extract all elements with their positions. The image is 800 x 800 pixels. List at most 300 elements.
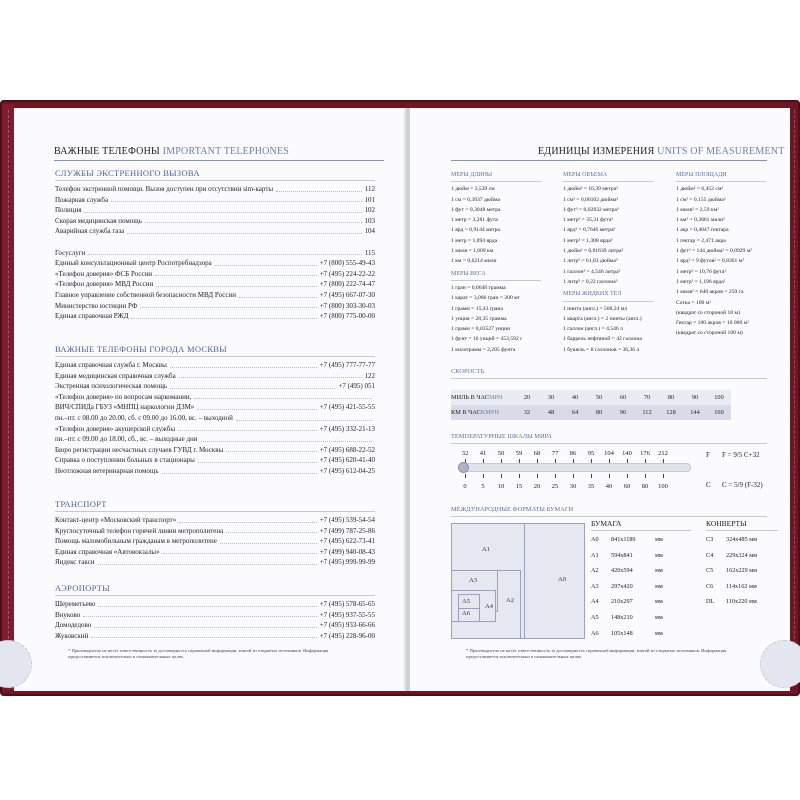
speed-label: МИЛЬ В ЧАС [451,394,489,401]
dot-leader [236,413,372,421]
paper-header: БУМАГА [591,518,691,531]
phone-row [55,216,375,227]
paper-size-row [591,594,691,610]
fahrenheit-formula: F = 9/5 C+32 [722,451,760,459]
phones-section-emergency [55,168,375,322]
page-corner-decoration [760,640,800,688]
celsius-value: 30 [569,483,577,490]
speed-value: 128 [666,409,676,416]
liquid-conversion: 1 кварта (англ.) = 2 пинты (англ.) [563,315,642,322]
scale-tick [573,474,574,478]
envelope-size-row [706,548,778,564]
length-conversion: 1 миля = 1,609 км [451,248,494,255]
volume-conversion: 1 литр³ = 61,03 дюйма³ [563,258,618,265]
dot-leader [98,599,316,607]
phone-row [55,455,375,466]
phone-row [55,371,375,382]
service-name: пн.–пт. с 08.00 до 20.00, сб. с 09.00 до 16.00, вс. – выходной [55,413,233,422]
volume-conversion: 1 дюйм³ = 0,01639 литра³ [563,248,624,255]
paper-name: A4 [591,598,599,606]
paper-dimensions: 594x841 [611,551,633,559]
phone-number: +7 (495) 332-21-13 [319,424,375,433]
paper-sizes-table [591,518,691,641]
length-conversion: 1 дюйм = 2,539 см [451,186,495,193]
length-conversion: 1 фут = 0,3048 метра [451,206,501,213]
service-name: Скорая медицинская помощь [55,216,142,225]
phone-row [55,248,375,259]
area-conversion: (квадрат со стороной 10 м) [676,309,740,316]
celsius-formula: C = 5/9 (F-32) [722,481,763,489]
scale-tick [519,474,520,478]
phone-row [55,402,375,413]
speed-value: 70 [643,394,651,401]
paper-label: A6 [462,610,470,617]
celsius-value: 10 [497,483,505,490]
paper-rule [451,516,767,517]
phone-number: +7 (800) 775-00-00 [319,312,375,321]
dot-leader [140,301,316,309]
speed-value: 20 [523,394,531,401]
speed-value: 144 [690,409,700,416]
dot-leader [84,205,361,213]
phones-section-moscow [55,344,375,477]
speed-value: 60 [619,394,627,401]
fahrenheit-label: F [706,451,710,459]
envelope-header: КОНВЕРТЫ [706,518,778,531]
envelope-size-row [706,579,778,595]
service-name: «Телефон доверия» по вопросам наркомании, [55,392,192,401]
paper-size-row [591,532,691,548]
scale-tick [465,474,466,478]
celsius-value: 100 [658,483,668,490]
dot-leader [276,184,362,192]
envelope-name: C6 [706,582,714,590]
service-name: Круглосуточный телефон горячей линии метрополитена [55,526,224,535]
speed-value: 32 [523,409,531,416]
envelope-name: C3 [706,536,714,543]
phone-number: +7 (800) 222-74-47 [319,280,375,289]
length-column [451,170,541,355]
scale-tick [537,474,538,478]
weight-title: МЕРЫ ВЕСА [451,269,541,281]
speed-value: 112 [642,409,652,416]
phone-row [55,557,375,568]
speed-row-label [451,405,515,420]
speed-value: 30 [547,394,555,401]
section-title: ТРАНСПОРТ [55,499,375,512]
service-name: Яндекс такси [55,558,95,567]
speed-title: СКОРОСТЬ [451,368,485,375]
service-name: Единая справочная «Автовокзалы» [55,547,160,556]
volume-column [563,170,653,355]
fahrenheit-value: 212 [658,450,668,457]
service-name: Аварийная служба газа [55,227,125,236]
service-name: Неотложная ветеринарная помощь [55,466,159,475]
header-rule [54,160,384,161]
length-list [451,184,541,266]
paper-name: A0 [591,536,599,543]
dot-leader [198,455,317,463]
service-name: Контакт-центр «Московский транспорт» [55,516,177,524]
liquid-conversion: 1 баррель нефтяной = 42 галлона [563,336,642,343]
header-en: UNITS OF MEASUREMENT [657,146,785,157]
phone-row [55,424,375,435]
scale-tick [627,474,628,478]
weight-conversion: 1 карат = 3,086 гран = 200 мг [451,295,520,302]
envelope-size-row [706,563,778,579]
speed-value: 100 [714,394,724,401]
phone-row [55,547,375,558]
speed-value: 80 [667,394,675,401]
service-name: «Телефон доверия» ФСБ России [55,269,153,278]
paper-name: A5 [591,613,599,621]
paper-label: A5 [462,598,470,605]
area-conversion: 1 см² = 0,155 дюйма² [676,196,726,203]
dot-leader [98,557,317,565]
phone-row [55,392,375,403]
fahrenheit-value: 32 [461,450,469,457]
length-conversion: 1 метр = 3,281 фута [451,217,498,224]
phone-number: 112 [364,185,375,193]
left-footnote: * Производитель не несет ответственность за достоверность справочной информации, взятой из открытых источников. Информация предоставляется исключительно в ознакомительных целях. [68,648,329,659]
phone-row [55,226,375,237]
phone-row [55,445,375,456]
volume-conversion: 1 метр³ = 1,308 ярда³ [563,237,613,244]
phone-row [55,526,375,537]
service-name: Телефон экстренной помощи. Вызов доступен при отсутствии sim-карты [55,185,274,193]
envelope-name: C4 [706,551,714,559]
paper-size-row [591,548,691,564]
paper-dimensions: 420x594 [611,567,633,575]
phone-number: 102 [364,206,375,215]
header-rule [451,160,767,161]
paper-a6 [458,608,480,622]
dot-leader [83,610,317,618]
temperature-rule [451,443,767,444]
dot-leader [127,226,361,234]
service-name: Госуслуги [55,248,86,257]
phone-number: 122 [364,371,375,380]
paper-label: A0 [558,576,566,583]
phone-number: +7 (495) 228-96-00 [319,631,375,640]
phone-row [55,413,375,424]
dot-leader [111,195,361,203]
speed-value: 160 [714,409,724,416]
dot-leader [156,279,316,287]
fahrenheit-value: 77 [551,450,559,457]
service-name: Полиция [55,206,82,215]
paper-size-row [591,610,691,626]
phone-number: +7 (495) 612-04-25 [319,466,375,475]
weight-conversion: 1 гран = 0,0648 грамма [451,284,506,291]
envelope-dimensions: 114x162 мм [726,582,757,590]
phone-row [55,311,375,322]
phone-number: +7 (800) 555-49-43 [319,259,375,268]
phone-number: +7 (495) 937-55-55 [319,610,375,619]
dot-leader [163,547,317,555]
phone-row [55,434,375,445]
service-name: Единая медицинская справочная служба [55,371,176,380]
volume-title: МЕРЫ ОБЪЕМА [563,170,653,182]
phones-section-transport [55,499,375,568]
dot-leader [197,402,316,410]
paper-name: A6 [591,629,599,637]
volume-conversion: 1 метр³ = 35,31 фута³ [563,217,614,224]
speed-value: 64 [571,409,579,416]
celsius-value: 60 [623,483,631,490]
dot-leader [201,434,372,442]
paper-size-row [591,626,691,642]
phone-row [55,237,375,248]
scale-tick [555,474,556,478]
phone-number: +7 (495) 620-41-40 [319,456,375,465]
phone-number: +7 (495) 688-22-52 [319,445,375,454]
header-ru: ВАЖНЫЕ ТЕЛЕФОНЫ [54,146,160,157]
phone-number: +7 (499) 787-25-86 [319,526,375,535]
volume-conversion: 1 см³ = 0,06102 дюйма³ [563,196,619,203]
phone-row [55,466,375,477]
phone-number: +7 (495) 667-07-30 [319,290,375,299]
service-name: Домодедово [55,621,92,630]
dot-leader [215,258,317,266]
speed-row-label [451,390,515,405]
celsius-value: 5 [481,483,485,490]
area-conversion: 1 метр² = 1,196 ярда² [676,278,726,285]
fahrenheit-value: 59 [515,450,523,457]
dot-leader [88,248,361,256]
right-page-header [538,146,785,157]
phone-row [55,620,375,631]
weight-conversion: 1 грамм = 0,03527 унции [451,326,511,333]
phone-number: +7 (495) 051 [338,382,375,391]
dot-leader [131,311,316,319]
fahrenheit-value: 50 [497,450,505,457]
speed-value: 48 [547,409,555,416]
phone-row [55,269,375,280]
service-name: Министерство юстиции РФ [55,301,138,310]
phone-row [55,631,375,642]
area-column [676,170,766,339]
phone-number: +7 (495) 224-22-22 [319,269,375,278]
phone-number: 103 [364,216,375,225]
paper-unit: мм [655,629,663,637]
length-conversion: 1 см = 0,3937 дюйма [451,196,500,203]
speed-value: 80 [595,409,603,416]
weight-conversion: 1 грамм = 15,43 грана [451,305,503,312]
paper-size-row [591,579,691,595]
paper-unit: мм [655,613,663,621]
header-en: IMPORTANT TELEPHONES [162,146,290,157]
area-conversion: Гектар = 100 акров = 10 000 м² [676,320,749,327]
dot-leader [155,269,317,277]
envelope-name: C5 [706,567,714,575]
phone-number: +7 (499) 940-08-43 [319,547,375,556]
speed-label: КМ В ЧАС [451,409,481,416]
dot-leader [194,392,372,400]
dot-leader [170,360,317,368]
phone-row [55,536,375,547]
speed-value: 90 [691,394,699,401]
envelope-size-row [706,594,778,610]
scale-tick [645,474,646,478]
area-conversion: 1 миля² = 640 акров = 259 га [676,289,744,296]
area-conversion: 1 дюйм² = 6,452 см² [676,186,724,193]
service-name: «Телефон доверия» акушерской службы [55,424,176,433]
dot-leader [239,290,317,298]
paper-dimensions: 210x297 [611,598,633,606]
celsius-label: C [706,481,711,489]
temperature-title: ТЕМПЕРАТУРНЫЕ ШКАЛЫ МИРА [451,433,552,440]
fahrenheit-value: 104 [604,450,614,457]
dot-leader [179,515,317,523]
service-name: Внуково [55,610,81,619]
service-name: Единая справочная РЖД [55,312,129,321]
area-conversion: 1 гектар = 2,471 акра [676,237,726,244]
service-name: Главное управление собственной безопасности МВД России [55,290,237,299]
phone-number: +7 (495) 578-65-65 [319,600,375,608]
stitching-left [8,110,9,684]
paper-dimensions: 841x1189 [611,536,636,543]
phone-number: +7 (495) 933-66-66 [319,621,375,630]
length-conversion: 1 ярд = 0,9144 метра [451,227,500,234]
weight-conversion: 1 килограмм = 2,205 фунта [451,346,516,353]
envelope-dimensions: 110x220 мм [726,598,757,606]
phone-number: 115 [364,248,375,257]
paper-size-row [591,563,691,579]
celsius-value: 20 [533,483,541,490]
fahrenheit-value: 86 [569,450,577,457]
area-conversion: 1 фут² = 144 дюйма² = 0,0929 м² [676,248,752,255]
paper-unit: мм [655,536,663,543]
envelope-name: DL [706,598,715,606]
speed-row [451,405,731,420]
volume-conversion: 1 литр³ = 0,22 галлона³ [563,278,618,285]
phone-number: 101 [364,195,375,204]
phone-row [55,515,375,526]
celsius-value: 25 [551,483,559,490]
service-name: «Телефон доверия» МВД России [55,280,154,289]
area-conversion: 1 метр² = 10,76 фута² [676,268,727,275]
speed-row [451,390,731,405]
celsius-value: 0 [463,483,467,490]
area-conversion: Сотка = 100 м² [676,299,711,306]
area-title: МЕРЫ ПЛОЩАДИ [676,170,766,182]
section-title: СЛУЖБЫ ЭКСТРЕННОГО ВЫЗОВА [55,168,375,181]
paper-title: МЕЖДУНАРОДНЫЕ ФОРМАТЫ БУМАГИ [451,506,574,513]
liquid-conversion: 1 галлон (англ.) = 4,546 л [563,326,623,333]
paper-dimensions: 148x210 [611,613,633,621]
paper-name: A1 [591,551,599,559]
dot-leader [91,631,316,639]
phone-row [55,290,375,301]
celsius-value: 40 [605,483,613,490]
fahrenheit-value: 41 [479,450,487,457]
weight-conversion: 1 унция = 28,35 грамма [451,315,507,322]
speed-table [451,390,731,420]
phone-row [55,301,375,312]
envelope-size-row [706,532,778,548]
envelope-dimensions: 324x485 мм [726,536,758,543]
speed-unit: MPH [488,394,503,401]
speed-value: 50 [595,394,603,401]
phone-number: +7 (800) 303-30-03 [319,301,375,310]
area-conversion: 1 миля² = 2,59 км² [676,206,719,213]
service-name: Единый консультационный центр Роспотребнадзора [55,259,212,268]
paper-unit: мм [655,598,663,606]
paper-dimensions: 297x420 [611,582,633,590]
volume-list [563,184,653,287]
envelope-sizes-table [706,518,778,610]
phone-number: 104 [364,227,375,236]
scale-tick [483,474,484,478]
speed-unit: KMPH [480,409,499,416]
phone-number: +7 (495) 999-99-99 [319,558,375,567]
service-name: Бюро регистрации несчастных случаев ГУВД г. Москвы [55,445,224,454]
stitching-right [794,110,795,684]
dot-leader [220,536,317,544]
celsius-value: 15 [515,483,523,490]
right-footnote: * Производитель не несет ответственность за достоверность справочной информации, взятой из открытых источников. Информация предоставляется исключительно в ознакомительных целях. [466,648,727,659]
speed-value: 40 [571,394,579,401]
service-name: пн.–пт. с 09.00 до 18.00, сб., вс. – выходные дни [55,435,198,444]
phone-number: +7 (495) 777-77-77 [319,361,375,369]
liquid-list [563,304,653,355]
liquid-title: МЕРЫ ЖИДКИХ ТЕЛ [563,289,653,301]
envelope-dimensions: 162x229 мм [726,567,758,575]
length-conversion: 1 км = 0,6214 мили [451,258,497,265]
thermometer-bulb [458,462,469,473]
section-title: АЭРОПОРТЫ [55,583,375,596]
paper-name: A3 [591,582,599,590]
length-title: МЕРЫ ДЛИНЫ [451,170,541,182]
dot-leader [162,466,317,474]
dot-leader [170,381,335,389]
celsius-value: 35 [587,483,595,490]
dot-leader [94,620,316,628]
service-name: Помощь маломобильным гражданам в метрополитене [55,537,217,546]
paper-dimensions: 105x148 [611,629,633,637]
service-name: Экстренная психологическая помощь [55,382,168,391]
fahrenheit-value: 68 [533,450,541,457]
phone-row [55,381,375,392]
volume-conversion: 1 галлон³ = 4,546 литра³ [563,268,621,275]
phones-section-airports [55,583,375,641]
length-conversion: 1 метр = 1,094 ярда [451,237,498,244]
dot-leader [226,526,316,534]
phone-row [55,610,375,621]
scale-tick [663,474,664,478]
section-title: ВАЖНЫЕ ТЕЛЕФОНЫ ГОРОДА МОСКВЫ [55,344,375,357]
dot-leader [178,424,317,432]
area-conversion: 1 акр = 0,4047 гектара [676,227,729,234]
left-page-header [54,146,289,157]
service-name: Жуковский [55,631,89,640]
phone-row [55,360,375,371]
weight-conversion: 1 фунт = 16 унций = 453,592 г [451,336,523,343]
scale-tick [591,474,592,478]
phone-row [55,195,375,206]
paper-unit: мм [655,567,663,575]
speed-value: 96 [619,409,627,416]
thermometer-tube [459,463,691,472]
phone-row [55,184,375,195]
paper-unit: мм [655,582,663,590]
area-conversion: (квадрат со стороной 100 м) [676,330,743,337]
header-ru: ЕДИНИЦЫ ИЗМЕРЕНИЯ [538,146,655,157]
paper-label: A3 [469,577,477,584]
service-name: Единая справочная служба г. Москвы [55,361,167,369]
weight-list [451,283,541,355]
